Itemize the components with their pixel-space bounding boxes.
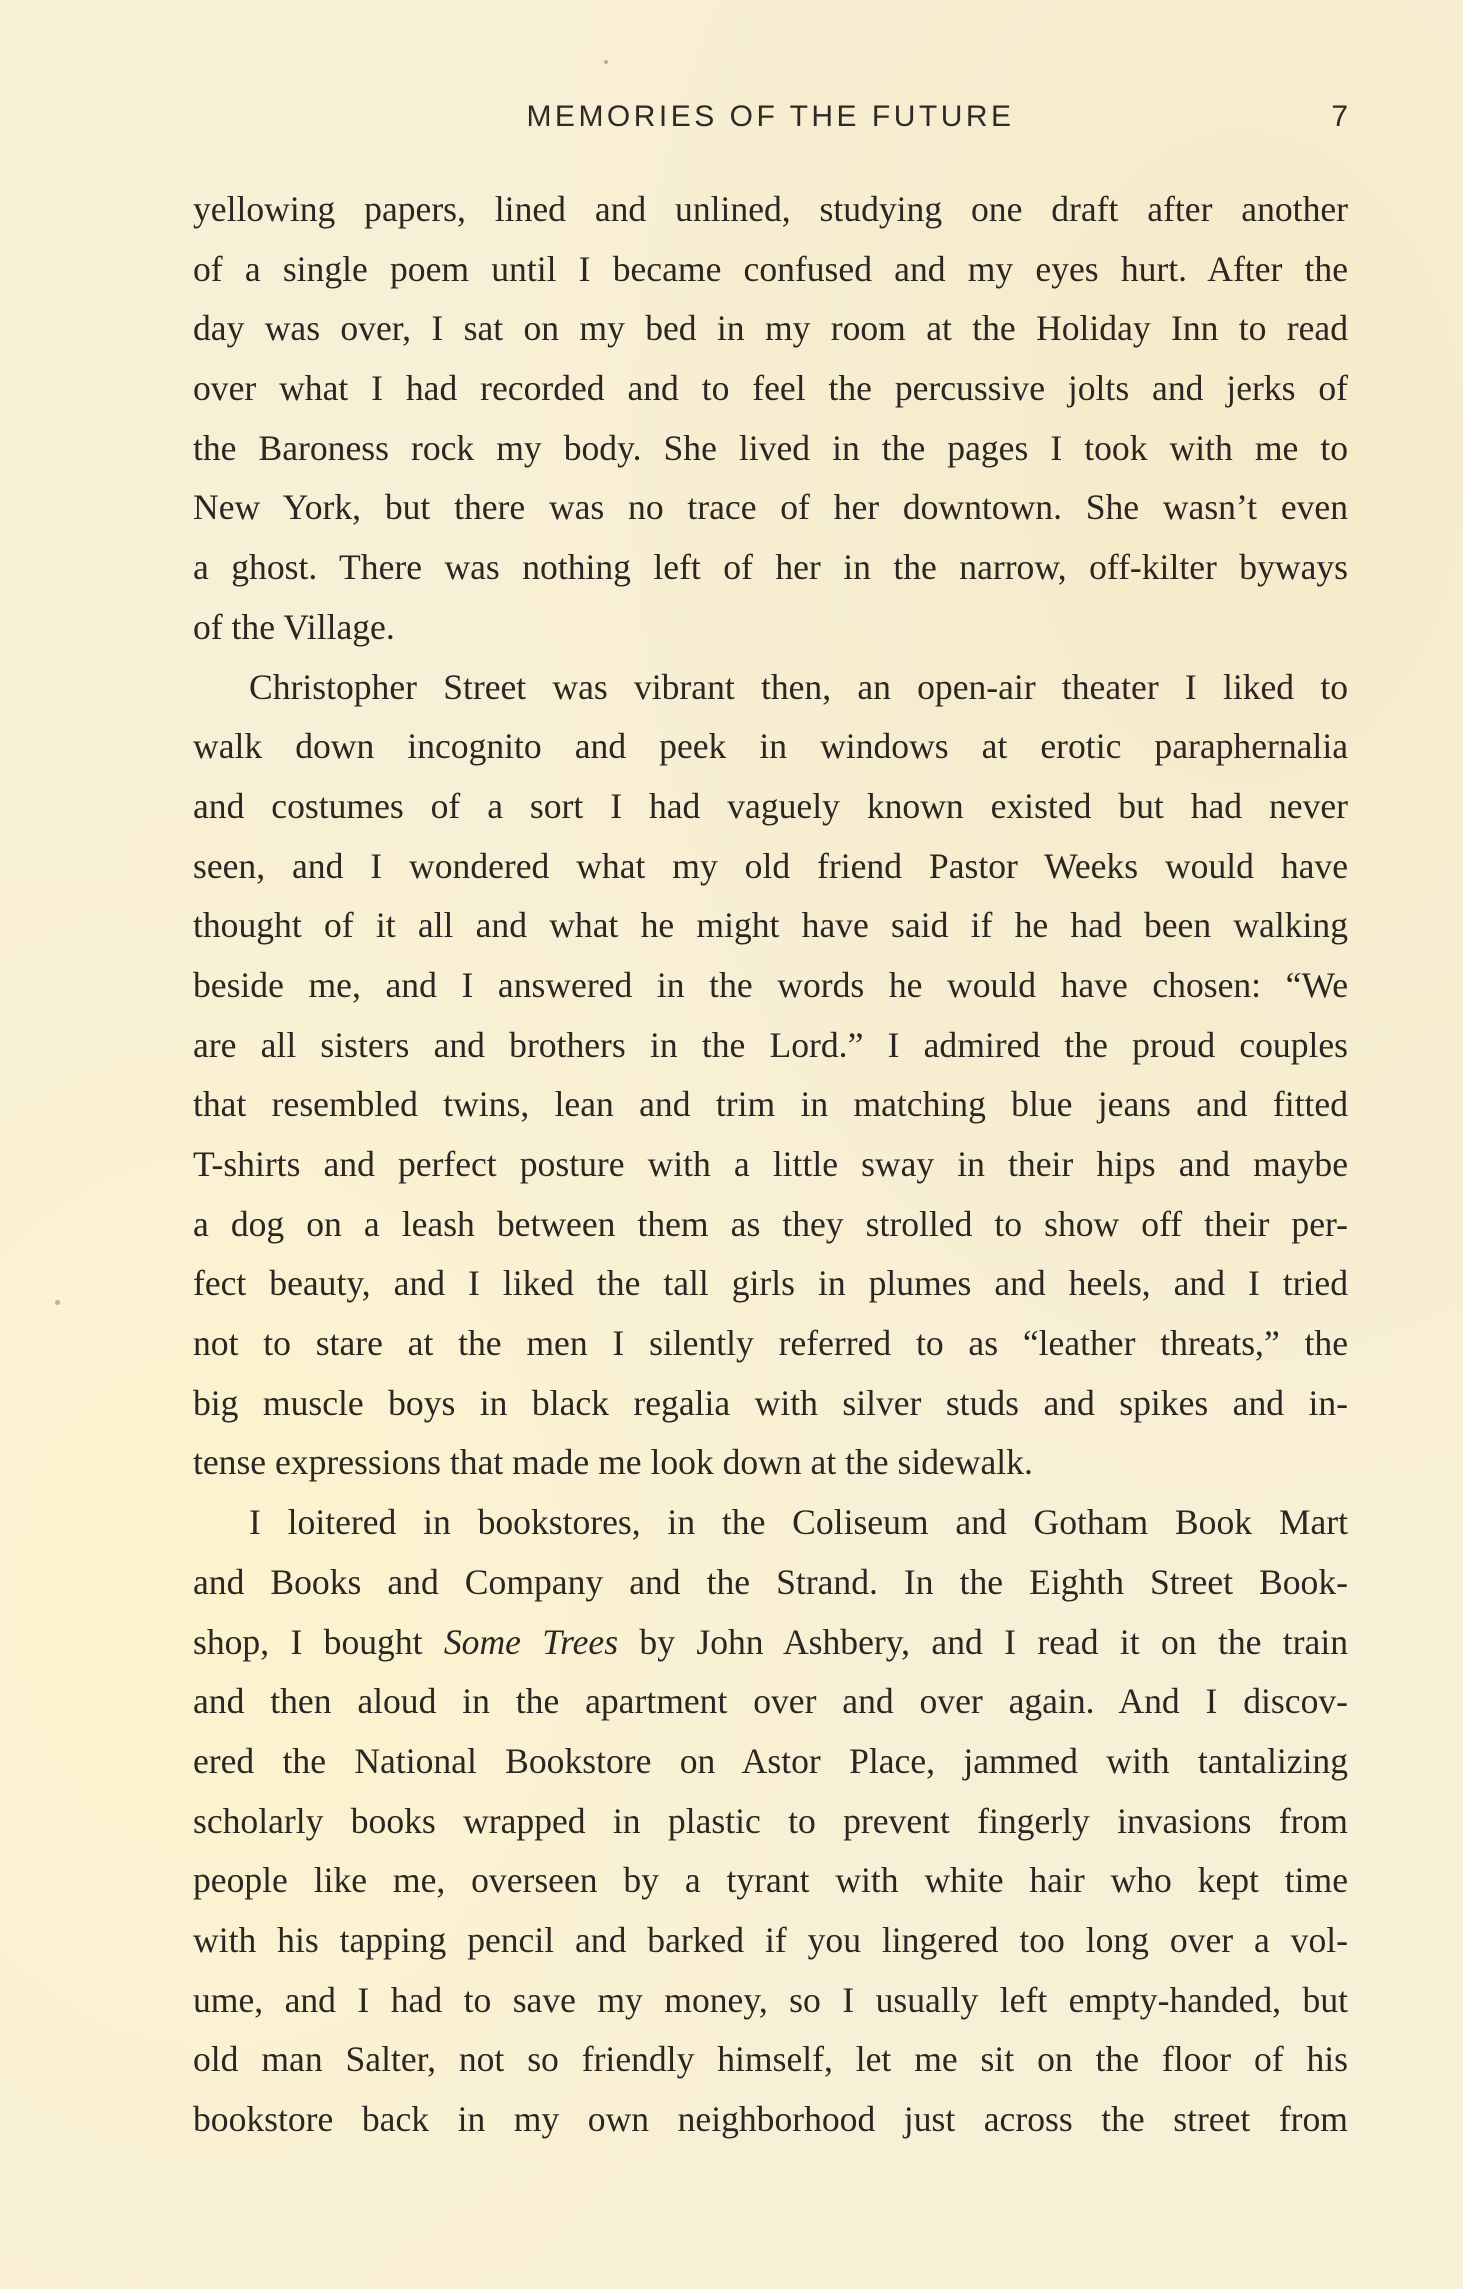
text-line: big muscle boys in black regalia with silver studs and spikes and in- (193, 1382, 1348, 1423)
text-line: the Baroness rock my body. She lived in the pages I took with me to (193, 427, 1348, 468)
text-line: tense expressions that made me look down at the sidewalk. (193, 1442, 1033, 1483)
text-line: T-shirts and perfect posture with a little sway in their hips and maybe (193, 1144, 1348, 1184)
text-line: I loitered in bookstores, in the Coliseum and Gotham Book Mart (249, 1502, 1348, 1543)
text-segment: by John Ashbery, and I read it on the train (618, 1621, 1348, 1662)
text-line: seen, and I wondered what my old friend Pastor Weeks would have (193, 845, 1348, 886)
body-text (193, 180, 1348, 2150)
text-line: a dog on a leash between them as they strolled to show off their per- (193, 1203, 1348, 1244)
text-line: and then aloud in the apartment over and over again. And I discov- (193, 1681, 1348, 1722)
text-segment: shop, I bought (193, 1621, 444, 1662)
paper-speck (604, 60, 608, 64)
paper-speck (55, 1300, 60, 1305)
text-line: yellowing papers, lined and unlined, studying one draft after another (193, 189, 1348, 229)
text-line: beside me, and I answered in the words he would have chosen: “We (193, 964, 1348, 1005)
text-line: of the Village. (193, 606, 395, 647)
text-line: a ghost. There was nothing left of her in the narrow, off-kilter byways (193, 547, 1348, 588)
text-line: and Books and Company and the Strand. In the Eighth Street Book- (193, 1561, 1348, 1602)
running-head (193, 100, 1348, 140)
text-line: and costumes of a sort I had vaguely known existed but had never (193, 785, 1348, 826)
text-line: walk down incognito and peek in windows at erotic paraphernalia (193, 726, 1348, 767)
text-line: people like me, overseen by a tyrant with white hair who kept time (193, 1860, 1348, 1901)
running-title: MEMORIES OF THE FUTURE (526, 100, 1015, 133)
text-line: scholarly books wrapped in plastic to prevent fingerly invasions from (193, 1800, 1348, 1841)
text-line: New York, but there was no trace of her downtown. She wasn’t even (193, 487, 1348, 528)
page-number: 7 (1331, 100, 1348, 133)
text-line: day was over, I sat on my bed in my room at the Holiday Inn to read (193, 308, 1348, 349)
text-line: old man Salter, not so friendly himself, let me sit on the floor of his (193, 2039, 1348, 2080)
text-line: that resembled twins, lean and trim in matching blue jeans and fitted (193, 1084, 1348, 1125)
text-line: ume, and I had to save my money, so I usually left empty-handed, but (193, 1979, 1348, 2020)
text-line: not to stare at the men I silently referred to as “leather threats,” the (193, 1323, 1348, 1364)
text-line (193, 1613, 1348, 1673)
text-line: of a single poem until I became confused and my eyes hurt. After the (193, 248, 1348, 289)
book-title-italic: Some Trees (443, 1621, 619, 1662)
text-line: thought of it all and what he might have said if he had been walking (193, 905, 1348, 946)
text-line: bookstore back in my own neighborhood just across the street from (193, 2099, 1348, 2139)
text-line: fect beauty, and I liked the tall girls in plumes and heels, and I tried (193, 1263, 1348, 1304)
text-line: over what I had recorded and to feel the percussive jolts and jerks of (193, 368, 1348, 409)
text-line: ered the National Bookstore on Astor Place, jammed with tantalizing (193, 1740, 1348, 1781)
text-line: with his tapping pencil and barked if you lingered too long over a vol- (193, 1919, 1348, 1960)
text-line: are all sisters and brothers in the Lord.” I admired the proud couples (193, 1024, 1348, 1065)
text-line: Christopher Street was vibrant then, an open-air theater I liked to (249, 666, 1348, 707)
